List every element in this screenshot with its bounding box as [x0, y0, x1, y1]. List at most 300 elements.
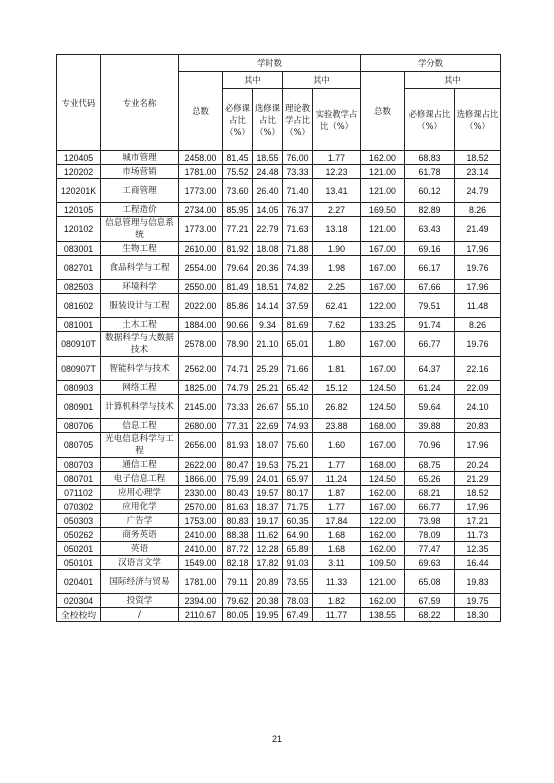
- required-ratio-cell: 90.66: [223, 318, 253, 332]
- credit-required-ratio-cell: 69.63: [405, 556, 455, 570]
- name-cell: 工程造价: [101, 203, 179, 217]
- code-cell: 120102: [57, 217, 101, 242]
- credits-total-cell: 168.00: [361, 419, 405, 433]
- code-cell: 080705: [57, 433, 101, 458]
- credit-required-ratio-cell: 39.88: [405, 419, 455, 433]
- code-cell: 080907T: [57, 357, 101, 381]
- col-header-code: 专业代码: [57, 55, 101, 151]
- elective-ratio-cell: 9.34: [253, 318, 283, 332]
- code-cell: 080706: [57, 419, 101, 433]
- name-cell: 广告学: [101, 514, 179, 528]
- elective-ratio-cell: 26.40: [253, 179, 283, 203]
- credit-elective-ratio-cell: 18.52: [455, 486, 501, 500]
- hours-total-cell: 2550.00: [179, 280, 223, 294]
- hours-total-cell: 2734.00: [179, 203, 223, 217]
- table-row: [57, 556, 501, 570]
- credit-required-ratio-cell: 59.64: [405, 395, 455, 419]
- name-cell: 城市管理: [101, 151, 179, 165]
- table-row: [57, 570, 501, 594]
- experiment-ratio-cell: 1.60: [313, 433, 361, 458]
- credits-total-cell: 133.25: [361, 318, 405, 332]
- code-cell: 080703: [57, 458, 101, 472]
- credits-total-cell: 121.00: [361, 217, 405, 242]
- name-cell: 网络工程: [101, 381, 179, 395]
- experiment-ratio-cell: 1.90: [313, 242, 361, 256]
- elective-ratio-cell: 18.07: [253, 433, 283, 458]
- table-row: [57, 542, 501, 556]
- experiment-ratio-cell: 1.77: [313, 151, 361, 165]
- credits-total-cell: 167.00: [361, 256, 405, 280]
- credits-total-cell: 167.00: [361, 433, 405, 458]
- elective-ratio-cell: 24.01: [253, 472, 283, 486]
- elective-ratio-cell: 19.95: [253, 608, 283, 622]
- table-row: [57, 179, 501, 203]
- credits-total-cell: 121.00: [361, 179, 405, 203]
- credits-total-cell: 122.00: [361, 294, 405, 318]
- code-cell: 080701: [57, 472, 101, 486]
- credit-elective-ratio-cell: 22.09: [455, 381, 501, 395]
- credit-elective-ratio-cell: 21.49: [455, 217, 501, 242]
- theory-ratio-cell: 55.10: [283, 395, 313, 419]
- experiment-ratio-cell: 1.81: [313, 357, 361, 381]
- experiment-ratio-cell: 62.41: [313, 294, 361, 318]
- elective-ratio-cell: 18.08: [253, 242, 283, 256]
- hours-total-cell: 2610.00: [179, 242, 223, 256]
- hours-total-cell: 2410.00: [179, 542, 223, 556]
- required-ratio-cell: 82.18: [223, 556, 253, 570]
- required-ratio-cell: 73.33: [223, 395, 253, 419]
- theory-ratio-cell: 73.55: [283, 570, 313, 594]
- table-row: [57, 332, 501, 357]
- credit-required-ratio-cell: 63.43: [405, 217, 455, 242]
- credit-required-ratio-cell: 65.26: [405, 472, 455, 486]
- experiment-ratio-cell: 15.12: [313, 381, 361, 395]
- elective-ratio-cell: 19.53: [253, 458, 283, 472]
- experiment-ratio-cell: 23.88: [313, 419, 361, 433]
- table-row: [57, 419, 501, 433]
- credit-elective-ratio-cell: 18.52: [455, 151, 501, 165]
- col-header-credit-elective-ratio: 选修课占比（%）: [455, 89, 501, 151]
- required-ratio-cell: 73.60: [223, 179, 253, 203]
- credit-elective-ratio-cell: 8.26: [455, 318, 501, 332]
- credit-elective-ratio-cell: 18.30: [455, 608, 501, 622]
- table-row: [57, 318, 501, 332]
- hours-total-cell: 1884.00: [179, 318, 223, 332]
- name-cell: 环境科学: [101, 280, 179, 294]
- col-header-hours-total: 总数: [179, 72, 223, 151]
- code-cell: 071102: [57, 486, 101, 500]
- code-cell: 120105: [57, 203, 101, 217]
- experiment-ratio-cell: 1.98: [313, 256, 361, 280]
- experiment-ratio-cell: 17.84: [313, 514, 361, 528]
- code-cell: 082503: [57, 280, 101, 294]
- table-row: [57, 203, 501, 217]
- credit-required-ratio-cell: 68.75: [405, 458, 455, 472]
- required-ratio-cell: 77.21: [223, 217, 253, 242]
- hours-total-cell: 1549.00: [179, 556, 223, 570]
- hours-total-cell: 2656.00: [179, 433, 223, 458]
- col-header-credit-required-ratio: 必修课占比（%）: [405, 89, 455, 151]
- credit-elective-ratio-cell: 20.24: [455, 458, 501, 472]
- theory-ratio-cell: 74.93: [283, 419, 313, 433]
- theory-ratio-cell: 81.69: [283, 318, 313, 332]
- credits-total-cell: 162.00: [361, 486, 405, 500]
- elective-ratio-cell: 20.36: [253, 256, 283, 280]
- experiment-ratio-cell: 1.77: [313, 458, 361, 472]
- required-ratio-cell: 79.62: [223, 594, 253, 608]
- table-row: [57, 472, 501, 486]
- credit-elective-ratio-cell: 19.76: [455, 256, 501, 280]
- required-ratio-cell: 85.86: [223, 294, 253, 318]
- credits-total-cell: 162.00: [361, 594, 405, 608]
- credits-total-cell: 162.00: [361, 151, 405, 165]
- theory-ratio-cell: 73.33: [283, 165, 313, 179]
- group-header-hours: 学时数: [179, 55, 361, 72]
- required-ratio-cell: 75.52: [223, 165, 253, 179]
- hours-total-cell: 1781.00: [179, 570, 223, 594]
- hours-total-cell: 2145.00: [179, 395, 223, 419]
- name-cell: 智能科学与技术: [101, 357, 179, 381]
- elective-ratio-cell: 14.05: [253, 203, 283, 217]
- credits-total-cell: 124.50: [361, 395, 405, 419]
- credit-required-ratio-cell: 65.08: [405, 570, 455, 594]
- required-ratio-cell: 80.83: [223, 514, 253, 528]
- name-cell: 计算机科学与技术: [101, 395, 179, 419]
- credits-total-cell: 138.55: [361, 608, 405, 622]
- required-ratio-cell: 80.43: [223, 486, 253, 500]
- code-cell: 120202: [57, 165, 101, 179]
- table-row: [57, 280, 501, 294]
- experiment-ratio-cell: 1.82: [313, 594, 361, 608]
- table-row: [57, 294, 501, 318]
- col-header-experiment-ratio: 实验教学占比（%）: [313, 89, 361, 151]
- experiment-ratio-cell: 7.62: [313, 318, 361, 332]
- table-row: [57, 514, 501, 528]
- code-cell: 020304: [57, 594, 101, 608]
- credit-required-ratio-cell: 66.17: [405, 256, 455, 280]
- theory-ratio-cell: 37.59: [283, 294, 313, 318]
- required-ratio-cell: 79.64: [223, 256, 253, 280]
- elective-ratio-cell: 14.14: [253, 294, 283, 318]
- hours-total-cell: 1753.00: [179, 514, 223, 528]
- experiment-ratio-cell: 13.18: [313, 217, 361, 242]
- name-cell: 工商管理: [101, 179, 179, 203]
- theory-ratio-cell: 71.40: [283, 179, 313, 203]
- required-ratio-cell: 81.45: [223, 151, 253, 165]
- credit-elective-ratio-cell: 22.16: [455, 357, 501, 381]
- experiment-ratio-cell: 1.77: [313, 500, 361, 514]
- required-ratio-cell: 80.05: [223, 608, 253, 622]
- theory-ratio-cell: 75.21: [283, 458, 313, 472]
- credit-elective-ratio-cell: 17.96: [455, 280, 501, 294]
- code-cell: 080901: [57, 395, 101, 419]
- code-cell: 070302: [57, 500, 101, 514]
- hours-total-cell: 2330.00: [179, 486, 223, 500]
- table-row: [57, 217, 501, 242]
- table-row: [57, 151, 501, 165]
- credit-elective-ratio-cell: 17.21: [455, 514, 501, 528]
- subgroup-header-teaching-type: 其中: [283, 72, 361, 89]
- elective-ratio-cell: 25.21: [253, 381, 283, 395]
- credit-required-ratio-cell: 79.51: [405, 294, 455, 318]
- name-cell: 电子信息工程: [101, 472, 179, 486]
- elective-ratio-cell: 26.67: [253, 395, 283, 419]
- credit-required-ratio-cell: 73.98: [405, 514, 455, 528]
- credits-total-cell: 167.00: [361, 500, 405, 514]
- credit-required-ratio-cell: 77.47: [405, 542, 455, 556]
- table-row: [57, 256, 501, 280]
- required-ratio-cell: 85.95: [223, 203, 253, 217]
- theory-ratio-cell: 64.90: [283, 528, 313, 542]
- code-cell: 080910T: [57, 332, 101, 357]
- experiment-ratio-cell: 3.11: [313, 556, 361, 570]
- name-cell: 应用心理学: [101, 486, 179, 500]
- elective-ratio-cell: 22.69: [253, 419, 283, 433]
- theory-ratio-cell: 67.49: [283, 608, 313, 622]
- experiment-ratio-cell: 13.41: [313, 179, 361, 203]
- credit-elective-ratio-cell: 16.44: [455, 556, 501, 570]
- elective-ratio-cell: 19.57: [253, 486, 283, 500]
- table-row: [57, 458, 501, 472]
- credits-total-cell: 167.00: [361, 242, 405, 256]
- credits-total-cell: 168.00: [361, 458, 405, 472]
- hours-total-cell: 1773.00: [179, 217, 223, 242]
- code-cell: 083001: [57, 242, 101, 256]
- col-header-theory-ratio: 理论教学占比（%）: [283, 89, 313, 151]
- theory-ratio-cell: 74.39: [283, 256, 313, 280]
- code-cell: 050262: [57, 528, 101, 542]
- theory-ratio-cell: 60.35: [283, 514, 313, 528]
- elective-ratio-cell: 25.29: [253, 357, 283, 381]
- credit-required-ratio-cell: 68.21: [405, 486, 455, 500]
- theory-ratio-cell: 71.75: [283, 500, 313, 514]
- credits-total-cell: 121.00: [361, 165, 405, 179]
- elective-ratio-cell: 24.48: [253, 165, 283, 179]
- credits-total-cell: 124.50: [361, 381, 405, 395]
- hours-total-cell: 2562.00: [179, 357, 223, 381]
- elective-ratio-cell: 20.89: [253, 570, 283, 594]
- experiment-ratio-cell: 1.87: [313, 486, 361, 500]
- hours-total-cell: 1781.00: [179, 165, 223, 179]
- hours-total-cell: 1825.00: [179, 381, 223, 395]
- credit-elective-ratio-cell: 19.76: [455, 332, 501, 357]
- credit-elective-ratio-cell: 12.35: [455, 542, 501, 556]
- credit-required-ratio-cell: 78.09: [405, 528, 455, 542]
- col-header-elective-ratio: 选修课占比（%）: [253, 89, 283, 151]
- required-ratio-cell: 80.47: [223, 458, 253, 472]
- subgroup-header-course-type: 其中: [223, 72, 283, 89]
- credit-required-ratio-cell: 64.37: [405, 357, 455, 381]
- required-ratio-cell: 81.92: [223, 242, 253, 256]
- required-ratio-cell: 87.72: [223, 542, 253, 556]
- theory-ratio-cell: 91.03: [283, 556, 313, 570]
- theory-ratio-cell: 65.01: [283, 332, 313, 357]
- elective-ratio-cell: 17.82: [253, 556, 283, 570]
- theory-ratio-cell: 76.00: [283, 151, 313, 165]
- table-row: [57, 165, 501, 179]
- credit-required-ratio-cell: 66.77: [405, 332, 455, 357]
- credit-elective-ratio-cell: 20.83: [455, 419, 501, 433]
- name-cell: 光电信息科学与工程: [101, 433, 179, 458]
- code-cell: 081602: [57, 294, 101, 318]
- theory-ratio-cell: 65.89: [283, 542, 313, 556]
- credit-required-ratio-cell: 68.83: [405, 151, 455, 165]
- credits-total-cell: 124.50: [361, 472, 405, 486]
- credits-total-cell: 162.00: [361, 542, 405, 556]
- table-body: [57, 151, 501, 622]
- required-ratio-cell: 74.79: [223, 381, 253, 395]
- hours-total-cell: 2554.00: [179, 256, 223, 280]
- name-cell: 国际经济与贸易: [101, 570, 179, 594]
- name-cell: /: [101, 608, 179, 622]
- required-ratio-cell: 79.11: [223, 570, 253, 594]
- hours-total-cell: 1773.00: [179, 179, 223, 203]
- hours-total-cell: 2394.00: [179, 594, 223, 608]
- table-row: [57, 395, 501, 419]
- credits-total-cell: 167.00: [361, 280, 405, 294]
- code-cell: 120405: [57, 151, 101, 165]
- page-number: 21: [271, 734, 282, 744]
- experiment-ratio-cell: 11.77: [313, 608, 361, 622]
- code-cell: 050101: [57, 556, 101, 570]
- theory-ratio-cell: 80.17: [283, 486, 313, 500]
- hours-total-cell: 2570.00: [179, 500, 223, 514]
- credit-elective-ratio-cell: 24.79: [455, 179, 501, 203]
- theory-ratio-cell: 76.37: [283, 203, 313, 217]
- credit-required-ratio-cell: 60.12: [405, 179, 455, 203]
- table-row: [57, 528, 501, 542]
- elective-ratio-cell: 12.28: [253, 542, 283, 556]
- theory-ratio-cell: 75.60: [283, 433, 313, 458]
- experiment-ratio-cell: 12.23: [313, 165, 361, 179]
- hours-total-cell: 2680.00: [179, 419, 223, 433]
- theory-ratio-cell: 71.63: [283, 217, 313, 242]
- experiment-ratio-cell: 11.33: [313, 570, 361, 594]
- credit-elective-ratio-cell: 24.10: [455, 395, 501, 419]
- credit-elective-ratio-cell: 17.96: [455, 500, 501, 514]
- credit-required-ratio-cell: 67.59: [405, 594, 455, 608]
- code-cell: 020401: [57, 570, 101, 594]
- credits-total-cell: 162.00: [361, 528, 405, 542]
- code-cell: 081001: [57, 318, 101, 332]
- credits-total-cell: 109.50: [361, 556, 405, 570]
- col-header-required-ratio: 必修课占比（%）: [223, 89, 253, 151]
- theory-ratio-cell: 65.97: [283, 472, 313, 486]
- credit-required-ratio-cell: 61.24: [405, 381, 455, 395]
- experiment-ratio-cell: 26.82: [313, 395, 361, 419]
- required-ratio-cell: 88.38: [223, 528, 253, 542]
- theory-ratio-cell: 71.66: [283, 357, 313, 381]
- name-cell: 数据科学与大数据技术: [101, 332, 179, 357]
- table-row: [57, 608, 501, 622]
- table-row: [57, 242, 501, 256]
- code-cell: 082701: [57, 256, 101, 280]
- credit-required-ratio-cell: 66.77: [405, 500, 455, 514]
- hours-total-cell: 2110.67: [179, 608, 223, 622]
- experiment-ratio-cell: 1.68: [313, 528, 361, 542]
- credits-total-cell: 121.00: [361, 570, 405, 594]
- required-ratio-cell: 74.71: [223, 357, 253, 381]
- credit-required-ratio-cell: 68.22: [405, 608, 455, 622]
- elective-ratio-cell: 20.38: [253, 594, 283, 608]
- credit-required-ratio-cell: 70.96: [405, 433, 455, 458]
- hours-total-cell: 2458.00: [179, 151, 223, 165]
- experiment-ratio-cell: 11.24: [313, 472, 361, 486]
- experiment-ratio-cell: 2.27: [313, 203, 361, 217]
- required-ratio-cell: 78.90: [223, 332, 253, 357]
- name-cell: 英语: [101, 542, 179, 556]
- name-cell: 通信工程: [101, 458, 179, 472]
- table-row: [57, 486, 501, 500]
- elective-ratio-cell: 11.62: [253, 528, 283, 542]
- theory-ratio-cell: 74.82: [283, 280, 313, 294]
- credit-required-ratio-cell: 91.74: [405, 318, 455, 332]
- required-ratio-cell: 75.99: [223, 472, 253, 486]
- theory-ratio-cell: 65.42: [283, 381, 313, 395]
- name-cell: 商务英语: [101, 528, 179, 542]
- name-cell: 生物工程: [101, 242, 179, 256]
- required-ratio-cell: 81.49: [223, 280, 253, 294]
- name-cell: 信息工程: [101, 419, 179, 433]
- credit-elective-ratio-cell: 8.26: [455, 203, 501, 217]
- code-cell: 120201K: [57, 179, 101, 203]
- table-row: [57, 594, 501, 608]
- elective-ratio-cell: 19.17: [253, 514, 283, 528]
- required-ratio-cell: 77.31: [223, 419, 253, 433]
- elective-ratio-cell: 18.51: [253, 280, 283, 294]
- credits-total-cell: 122.00: [361, 514, 405, 528]
- experiment-ratio-cell: 2.25: [313, 280, 361, 294]
- table-row: [57, 357, 501, 381]
- credits-total-cell: 167.00: [361, 357, 405, 381]
- experiment-ratio-cell: 1.68: [313, 542, 361, 556]
- credit-elective-ratio-cell: 11.48: [455, 294, 501, 318]
- credit-elective-ratio-cell: 19.83: [455, 570, 501, 594]
- group-header-credits: 学分数: [361, 55, 501, 72]
- code-cell: 全校校均: [57, 608, 101, 622]
- elective-ratio-cell: 18.55: [253, 151, 283, 165]
- elective-ratio-cell: 22.79: [253, 217, 283, 242]
- theory-ratio-cell: 78.03: [283, 594, 313, 608]
- credit-required-ratio-cell: 82.89: [405, 203, 455, 217]
- table-row: [57, 433, 501, 458]
- hours-total-cell: 2578.00: [179, 332, 223, 357]
- hours-total-cell: 2410.00: [179, 528, 223, 542]
- required-ratio-cell: 81.93: [223, 433, 253, 458]
- credit-elective-ratio-cell: 17.96: [455, 242, 501, 256]
- credit-elective-ratio-cell: 21.29: [455, 472, 501, 486]
- name-cell: 服装设计与工程: [101, 294, 179, 318]
- subgroup-header-credit-type: 其中: [405, 72, 501, 89]
- credit-elective-ratio-cell: 19.75: [455, 594, 501, 608]
- table-row: [57, 381, 501, 395]
- hours-total-cell: 2622.00: [179, 458, 223, 472]
- credit-required-ratio-cell: 67.66: [405, 280, 455, 294]
- required-ratio-cell: 81.63: [223, 500, 253, 514]
- name-cell: 信息管理与信息系统: [101, 217, 179, 242]
- col-header-name: 专业名称: [101, 55, 179, 151]
- code-cell: 050303: [57, 514, 101, 528]
- code-cell: 080903: [57, 381, 101, 395]
- name-cell: 食品科学与工程: [101, 256, 179, 280]
- credit-elective-ratio-cell: 17.96: [455, 433, 501, 458]
- elective-ratio-cell: 18.37: [253, 500, 283, 514]
- name-cell: 土木工程: [101, 318, 179, 332]
- hours-total-cell: 1866.00: [179, 472, 223, 486]
- code-cell: 050201: [57, 542, 101, 556]
- hours-total-cell: 2022.00: [179, 294, 223, 318]
- credits-total-cell: 167.00: [361, 332, 405, 357]
